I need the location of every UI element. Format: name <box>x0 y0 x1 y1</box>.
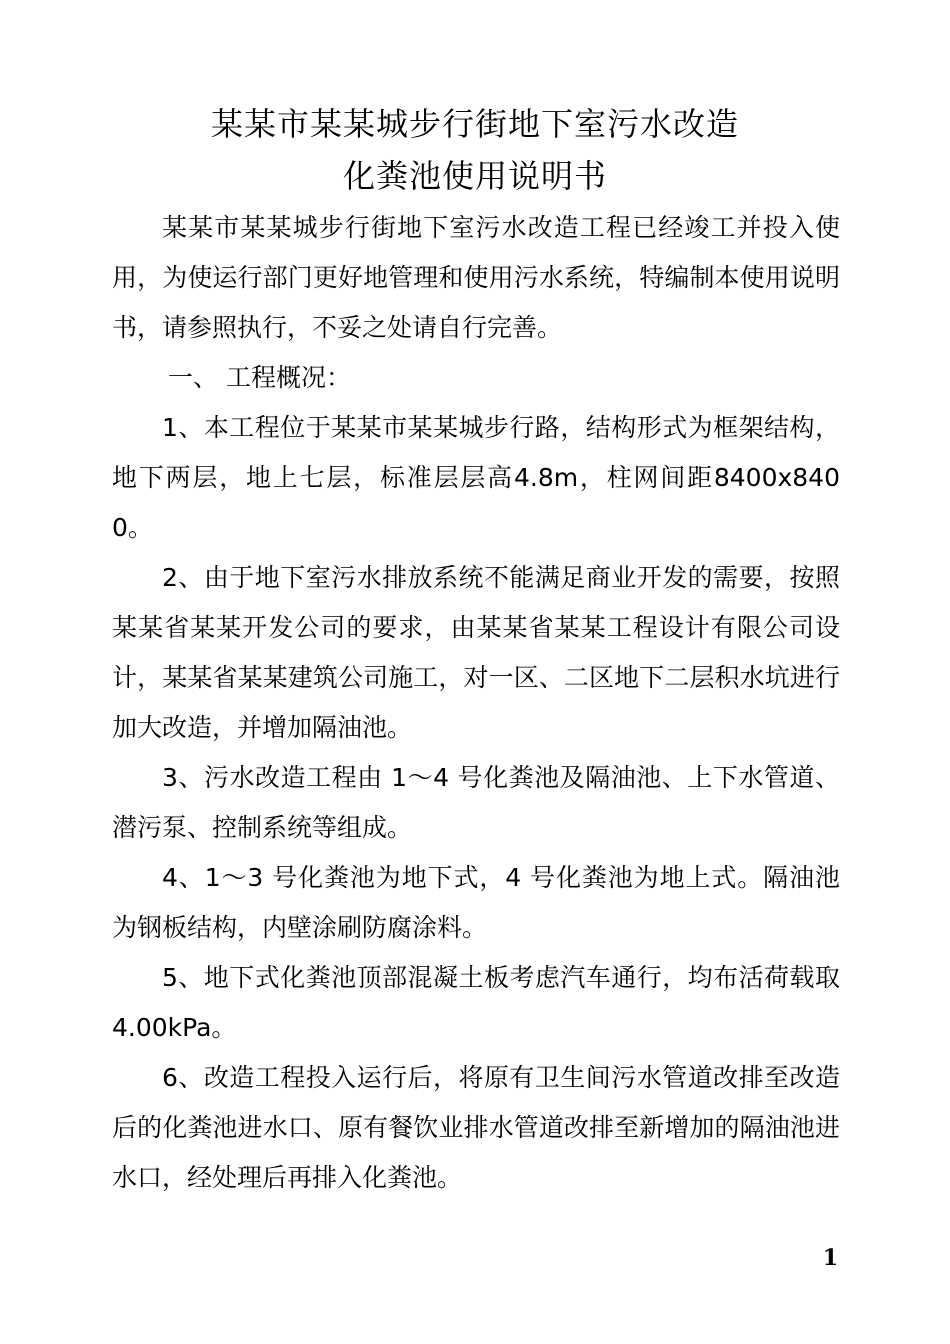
paragraph-item-5: 5、地下式化粪池顶部混凝土板考虑汽车通行，均布活荷载取 4.00kPa。 <box>112 963 840 1042</box>
document-title-line1: 某某市某某城步行街地下室污水改造 <box>210 105 739 143</box>
section-heading-overview: 一、 工程概况： <box>168 363 351 392</box>
document-body <box>112 203 840 1203</box>
intro-paragraph: 某某市某某城步行街地下室污水改造工程已经竣工并投入使用，为使运行部门更好地管理和使用污水系统，特编制本使用说明书，请参照执行，不妥之处请自行完善。 <box>112 213 840 342</box>
paragraph-item-1: 1、本工程位于某某市某某城步行路，结构形式为框架结构，地下两层，地上七层，标准层层高4.8m，柱网间距8400x8400。 <box>112 413 840 542</box>
paragraph-item-6: 6、改造工程投入运行后，将原有卫生间污水管道改排至改造后的化粪池进水口、原有餐饮业排水管道改排至新增加的隔油池进水口，经处理后再排入化粪池。 <box>112 1063 840 1192</box>
paragraph-item-2: 2、由于地下室污水排放系统不能满足商业开发的需要，按照某某省某某开发公司的要求，由某某省某某工程设计有限公司设计，某某省某某建筑公司施工，对一区、二区地下二层积水坑进行加大改造，并增加隔油池。 <box>112 563 840 742</box>
document-title-line2: 化粪池使用说明书 <box>342 157 607 195</box>
paragraph-item-4: 4、1～3 号化粪池为地下式，4 号化粪池为地上式。隔油池为钢板结构，内壁涂刷防腐涂料。 <box>112 863 840 942</box>
page-number: 1 <box>822 1245 838 1271</box>
paragraph-item-3: 3、污水改造工程由 1～4 号化粪池及隔油池、上下水管道、潜污泵、控制系统等组成。 <box>112 763 840 842</box>
